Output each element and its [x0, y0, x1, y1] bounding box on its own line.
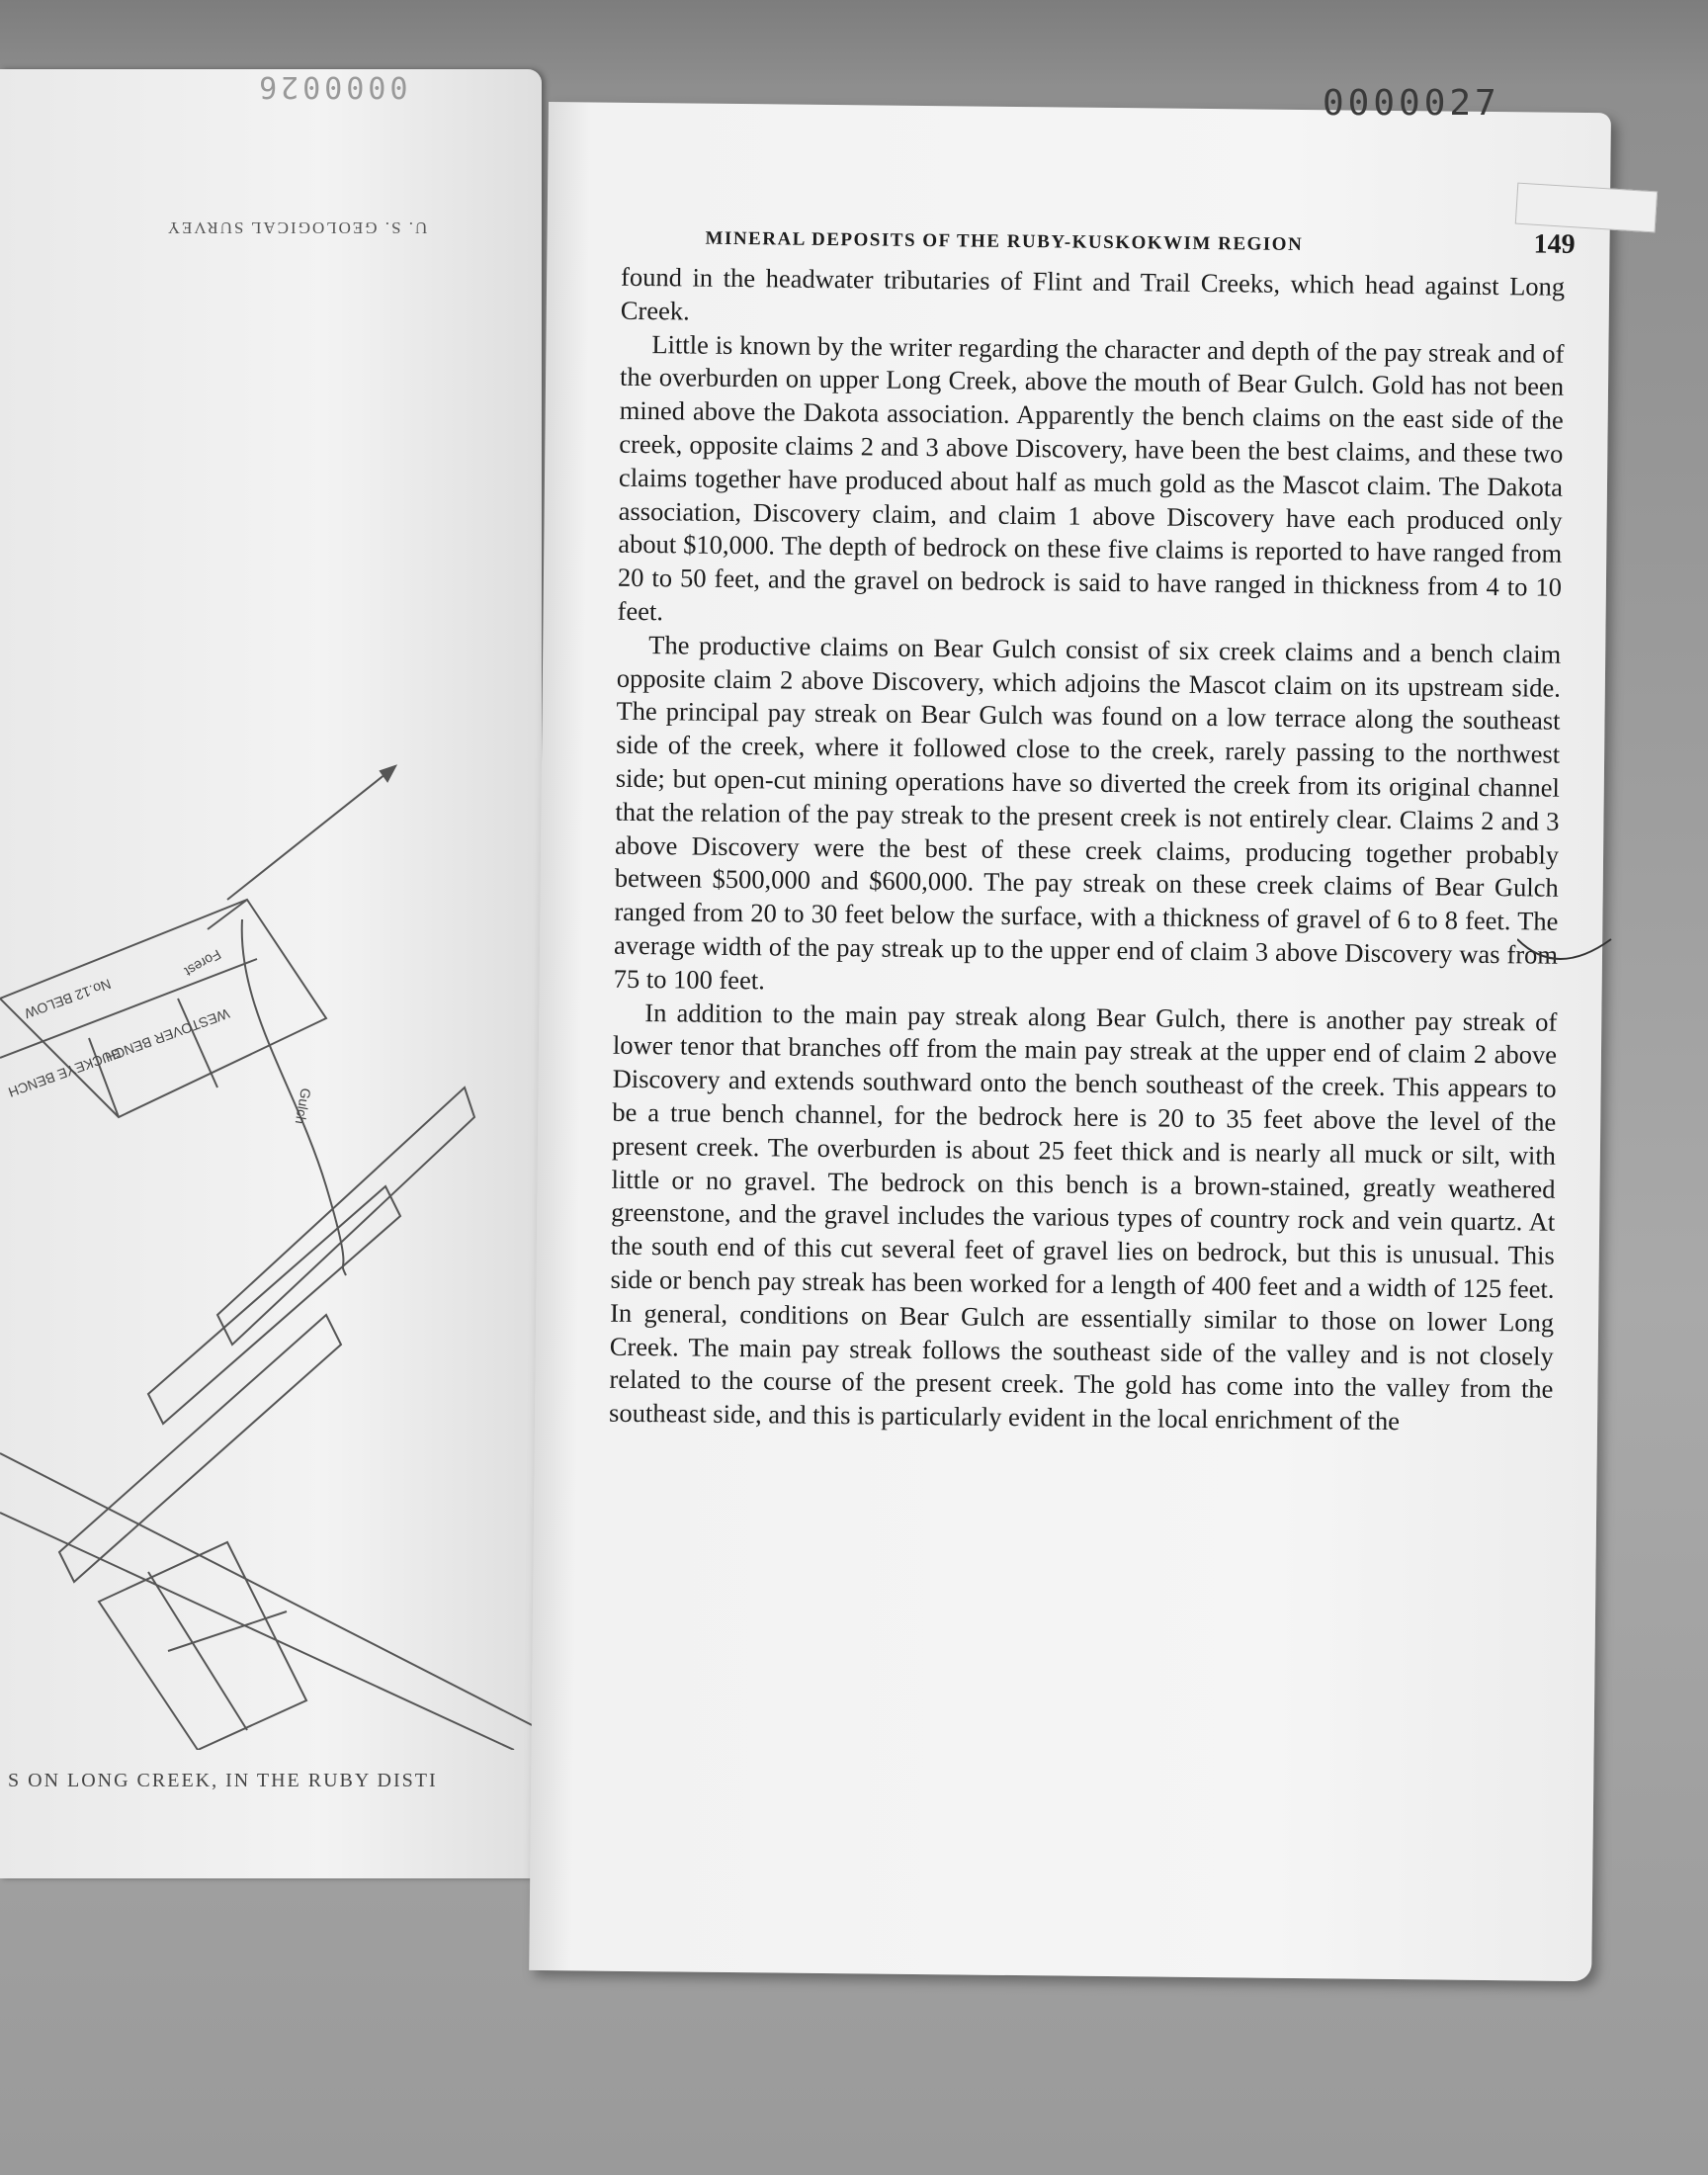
- left-stamp-number: 0000026: [255, 69, 408, 104]
- gulch-stream: [242, 919, 346, 1275]
- running-title: MINERAL DEPOSITS OF THE RUBY-KUSKOKWIM REGION: [705, 227, 1304, 255]
- map-claim-divider: [148, 1572, 247, 1730]
- paragraph-1: found in the headwater tributaries of Flint and Trail Creeks, which head against Long Creek.: [620, 261, 1566, 326]
- map-arrow-head: [381, 766, 395, 781]
- map-arrow-line: [227, 766, 395, 900]
- map-label-forest: Forest: [182, 946, 224, 981]
- map-strip: [217, 1088, 474, 1345]
- left-page-header: U. S. GEOLOGICAL SURVEY: [165, 218, 428, 237]
- margin-pencil-mark: [1517, 934, 1616, 974]
- right-page: [529, 102, 1611, 1981]
- body-text: [609, 261, 1565, 1440]
- map-label-buckeye: BUCKEYE BENCH: [6, 1045, 124, 1101]
- page-number: 149: [1533, 228, 1576, 260]
- map-long-line: [0, 1513, 514, 1750]
- claims-map: [0, 761, 542, 1750]
- map-label-no12: No.12 BELOW: [22, 976, 114, 1022]
- map-long-line: [0, 1453, 542, 1730]
- map-strip: [59, 1315, 341, 1582]
- running-head: [705, 220, 1575, 261]
- paragraph-2: Little is known by the writer regarding the character and depth of the pay streak and of the overburden on upper Long Creek, above the mouth of Bear Gulch. Gold has not been mined above the Dakota association. Apparently the bench claims on the east side of the creek, opposite claims 2 and 3 above Discovery, have been the best claims, and these two claims together have produced about half as much gold as the Mascot claim. The Dakota association, Discovery claim, and claim 1 above Discovery have each produced only about $10,000. The depth of bedrock on these five claims is reported to have ranged from 20 to 50 feet, and the gravel on bedrock is said to have ranged in thickness from 4 to 10 feet.: [617, 328, 1565, 627]
- map-label-gulch: Gulch: [292, 1087, 314, 1126]
- paper-tab-slip: [1515, 183, 1658, 233]
- paragraph-3: The productive claims on Bear Gulch consist of six creek claims and a bench claim opposite claim 2 above Discovery, which adjoins the Mascot claim on its upstream side. The principal pay streak on Bear Gulch was found on a low terrace along the southeast side of the creek, where it followed close to the creek, rarely passing to the northwest side; but open-cut mining operations have so diverted the creek from its original channel that the relation of the pay streak to the present creek is not entirely clear. Claims 2 and 3 above Discovery were the best of these creek claims, producing together probably between $500,000 and $600,000. The pay streak on these creek claims of Bear Gulch ranged from 20 to 30 feet below the surface, with a thickness of gravel of 6 to 8 feet. The average width of the pay streak up to the upper end of claim 3 above Discovery was from 75 to 100 feet.: [613, 629, 1562, 996]
- map-caption: S ON LONG CREEK, IN THE RUBY DISTI: [8, 1770, 438, 1791]
- right-stamp-number: 0000027: [1323, 83, 1500, 124]
- map-label-westover: WESTOVER BENCH: [103, 1005, 232, 1066]
- left-page: [0, 69, 542, 1878]
- paragraph-4: In addition to the main pay streak along Bear Gulch, there is another pay streak of lower tenor that branches off from the main pay streak at the upper end of claim 2 above Discovery and extends southward onto the bench southeast of the creek. This appears to be a true bench channel, for the bedrock here is 20 to 35 feet above the level of the present creek. The overburden is about 25 feet thick and is nearly all muck or silt, with little or no gravel. The bedrock on this bench is a brown-stained, greatly weathered greenstone, and the gravel includes the various types of country rock and vein quartz. At the south end of this cut several feet of gravel lies on bedrock, but this is unusual. This side or bench pay streak has been worked for a length of 400 feet and a width of 125 feet. In general, conditions on Bear Gulch are essentially similar to those on lower Long Creek. The main pay streak follows the southeast side of the valley and is not closely related to the course of the present creek. The gold has come into the valley from the southeast side, and this is particularly evident in the local enrichment of the: [608, 997, 1558, 1436]
